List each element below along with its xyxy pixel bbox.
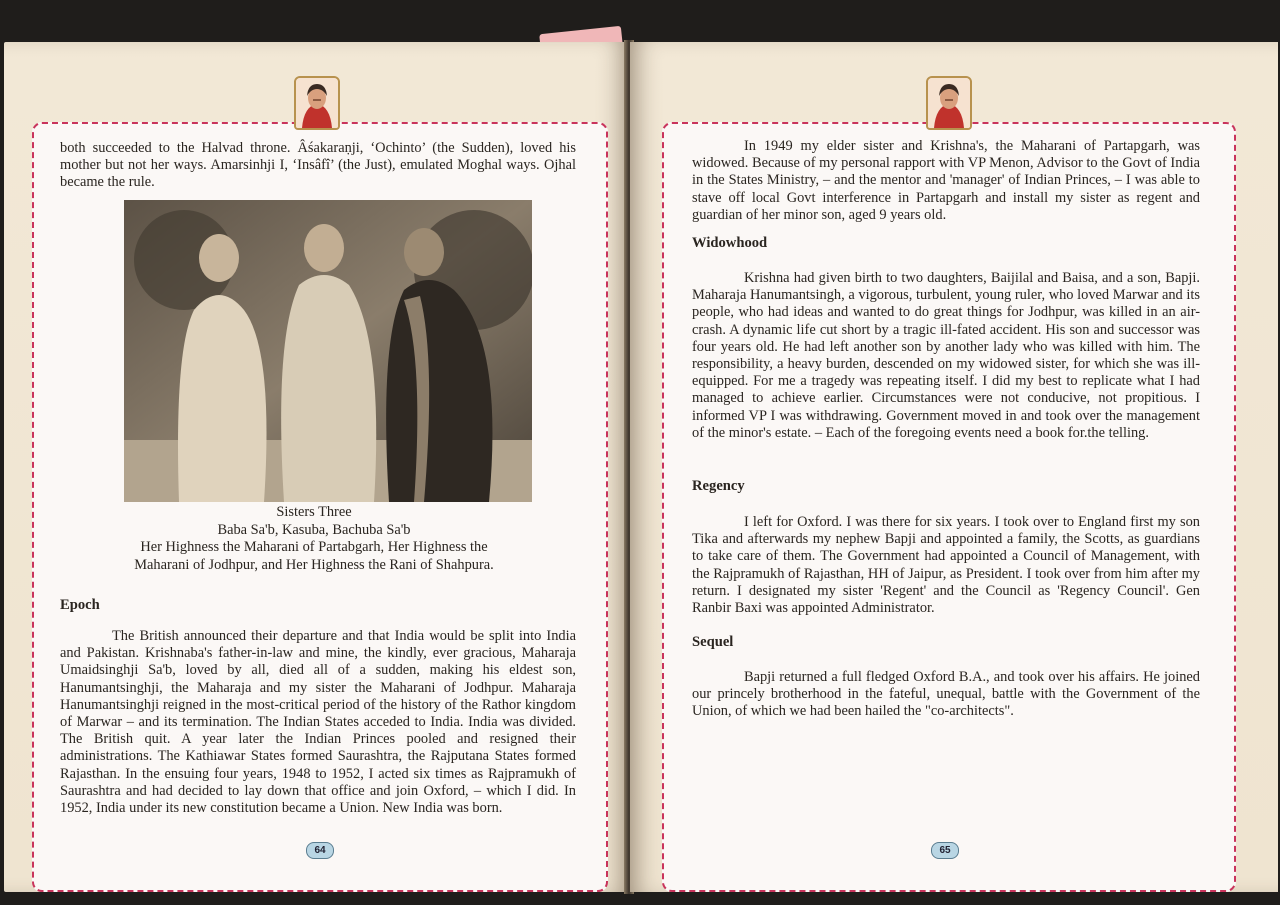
sequel-heading: Sequel — [692, 634, 734, 650]
left-page — [4, 42, 628, 892]
page-number-badge: 64 — [306, 842, 334, 859]
caption-description-1: Her Highness the Maharani of Partabgarh, Her Highness the — [140, 539, 488, 555]
sisters-photograph — [124, 200, 532, 502]
regency-heading: Regency — [692, 478, 745, 494]
epoch-text: The British announced their departure and that India would be split into India and Pakistan. Krishnaba's father-in-law and mine, the kindly, ever gracious, Maharaja Umaidsinghji Sa'b, loved by all, died all of a sudden, making his eldest son, Hanumantsinghji, the Maharaja and my sister the Maharani of Jodhpur. Maharaja Hanumantsinghji reigned in the most-critical period of the history of the Rathor kingdom of Marwar – and its termination. The Indian States acceded to India. India was divided. The British quit. A year later the Indian Princes pooled and resigned their administrations. The Kathiawar States formed Saurashtra, the Rajputana States formed Rajasthan. In the ensuing four years, 1948 to 1952, I acted six times as Rajpramukh of Saurashtra and had decided to lay down that office and join Oxford, – which I did. In 1952, India under its new constitution became a Union. New India was born. — [60, 628, 576, 817]
widowhood-text: Krishna had given birth to two daughters, Baijilal and Baisa, and a son, Bapji. Maharaja Hanumantsingh, a vigorous, turbulent, young ruler, who loved Marwar and its people, who had ideas and wanted to do great things for Jodhpur, was killed in an air-crash. A dynamic life cut short by a tragic ill-fated accident. His son and successor was four years old. He had left another son by another lady who was killed with him. The responsibility, a heavy burden, descended on my widowed sister, for which she was ill-equipped. For me a tragedy was repeating itself. I did my best to replicate what I had managed to achieve earlier. Circumstances were not conducive, not propitious. I informed VP I was withdrawing. Government moved in and took over the management of the minor's estate. – Each of the foregoing events need a book for.the telling. — [692, 270, 1200, 441]
caption-names: Baba Sa'b, Kasuba, Bachuba Sa'b — [217, 521, 411, 538]
right-intro-text: In 1949 my elder sister and Krishna's, the Maharani of Partapgarh, was widowed. Because of my personal rapport with VP Menon, Advisor to the Govt of India in the States Ministry, – and the mentor and 'manager' of Indian Princes, – I was able to stave off local Govt interference in Partapgarh and install my sister as regent and guardian of her minor son, aged 9 years old. — [692, 138, 1200, 223]
caption-description-2: Maharani of Jodhpur, and Her Highness the Rani of Shahpura. — [134, 556, 494, 573]
portrait-icon — [296, 78, 338, 128]
page-number-badge: 65 — [931, 842, 959, 859]
portrait-icon — [928, 78, 970, 128]
photo-caption — [34, 504, 594, 574]
regency-paragraph — [692, 514, 1200, 617]
sequel-text: Bapji returned a full fledged Oxford B.A., and took over his affairs. He joined our princely brotherhood in the fateful, unequal, battle with the Government of the Union, of which we had been hailed the "co-architects". — [692, 669, 1200, 720]
widowhood-heading: Widowhood — [692, 235, 768, 251]
portrait-emblem — [926, 76, 972, 130]
photo-image — [124, 200, 532, 502]
intro-text: both succeeded to the Halvad throne. Âśakaraṇji, ‘Ochinto’ (the Sudden), loved his mother but not her ways. Amarsinhji I, ‘Insâfî’ (the Just), emulated Moghal ways. Ojhal became the rule. — [60, 140, 576, 191]
partapgarh-paragraph — [692, 138, 1200, 224]
widowhood-paragraph — [692, 270, 1200, 442]
regency-text: I left for Oxford. I was there for six years. I took over to England first my son Tika and afterwards my nephew Bapji and appointed a family, the Scotts, as guardians to take care of them. The Government had appointed a Council of Management, with the Rajpramukh of Rajasthan, HH of Jaipur, as President. I took over from him after my return. I designated my sister 'Regent' and the Council as 'Regency Council'. Gen Ranbir Baxi was appointed Administrator. — [692, 514, 1200, 617]
epoch-paragraph — [60, 628, 576, 817]
caption-title: Sisters Three — [276, 504, 352, 520]
intro-paragraph — [60, 140, 576, 192]
portrait-emblem — [294, 76, 340, 130]
epoch-heading: Epoch — [60, 597, 100, 613]
sequel-paragraph — [692, 669, 1200, 721]
right-page — [630, 42, 1278, 892]
